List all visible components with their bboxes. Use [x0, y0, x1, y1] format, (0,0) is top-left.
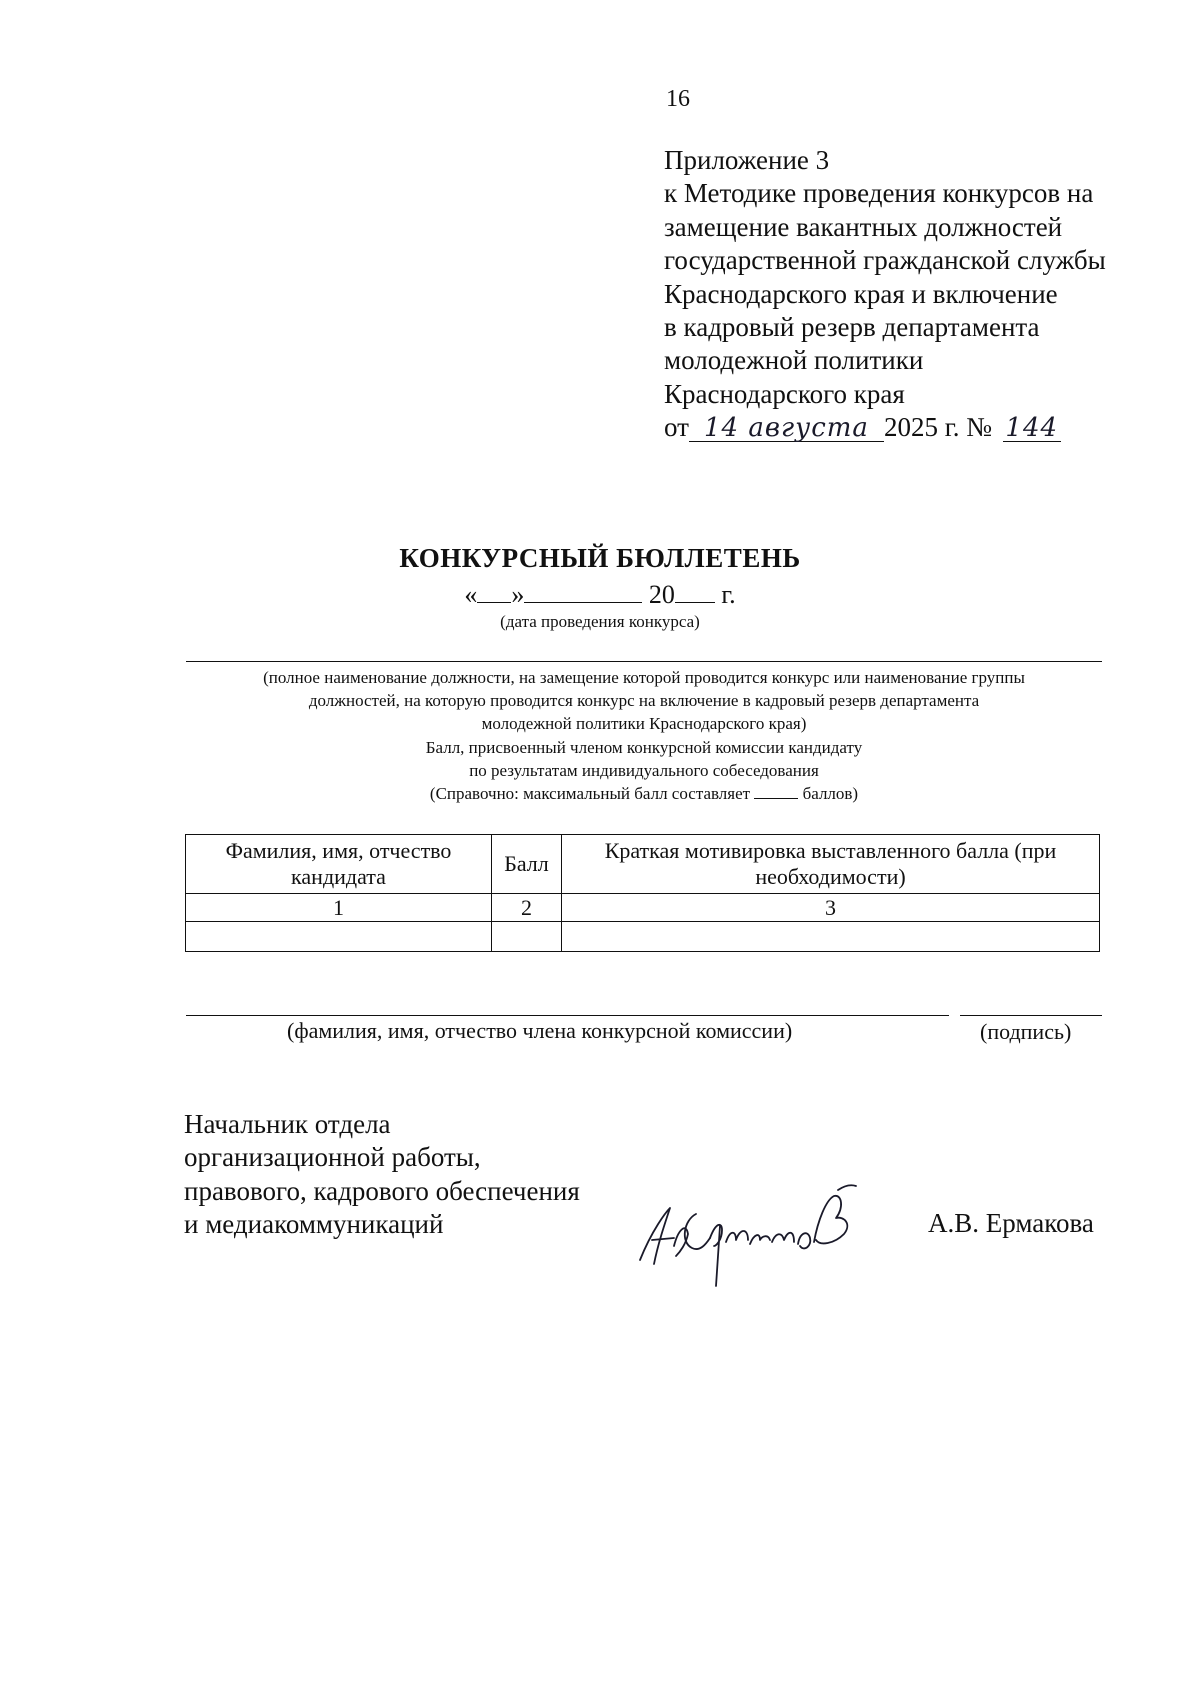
signature-caption: (подпись) — [980, 1019, 1072, 1044]
appendix-line: государственной гражданской службы — [664, 245, 1106, 276]
open-quote: « — [464, 580, 478, 609]
candidate-name-cell[interactable] — [186, 922, 492, 952]
appendix-line: замещение вакантных должностей — [664, 211, 1063, 242]
appendix-line: Краснодарского края — [664, 378, 905, 409]
appendix-line: молодежной политики — [664, 345, 924, 376]
date-caption: (дата проведения конкурса) — [500, 612, 700, 631]
member-name-line — [186, 1015, 949, 1016]
description-line: по результатам индивидуального собеседования — [469, 760, 819, 780]
month-blank — [524, 580, 642, 603]
score-cell[interactable] — [492, 922, 562, 952]
year-text: 2025 г. № — [883, 412, 992, 443]
appendix-line: к Методике проведения конкурсов на — [664, 178, 1094, 209]
reference-line — [186, 782, 1102, 805]
close-quote: » — [511, 580, 525, 609]
description-line: Балл, присвоенный членом конкурсной комиссии кандидату — [425, 737, 863, 757]
header-candidate-name: Фамилия, имя, отчество кандидата — [186, 835, 492, 894]
column-number: 2 — [492, 894, 562, 922]
day-blank — [477, 580, 511, 603]
appendix-block — [664, 144, 1106, 445]
table-header-row — [186, 835, 1100, 894]
footer-position-line: и медиакоммуникаций — [184, 1209, 444, 1240]
description-line: должностей, на которую проводится конкурс на включение в кадровый резерв департамента — [308, 691, 980, 711]
ballot-table — [185, 834, 1100, 952]
handwritten-date: 14 августа — [689, 415, 884, 442]
position-name-line — [186, 661, 1102, 662]
page-number: 16 — [666, 86, 690, 112]
footer-position-line: Начальник отдела — [184, 1109, 391, 1139]
description-line: молодежной политики Краснодарского края) — [481, 714, 807, 734]
motivation-cell[interactable] — [562, 922, 1100, 952]
appendix-line: Приложение 3 — [664, 145, 830, 175]
description-block — [186, 666, 1102, 805]
reference-prefix: (Справочно: максимальный балл составляет — [429, 784, 751, 804]
header-motivation: Краткая мотивировка выставленного балла (при необходимости) — [562, 835, 1100, 894]
column-number: 1 — [186, 894, 492, 922]
year-suffix: г. — [721, 580, 736, 609]
column-number: 3 — [562, 894, 1100, 922]
date-template — [0, 580, 1200, 610]
appendix-date-row — [664, 411, 1106, 444]
appendix-line: Краснодарского края и включение — [664, 278, 1058, 309]
table-number-row — [186, 894, 1100, 922]
year-blank — [675, 580, 715, 603]
footer-position — [184, 1108, 580, 1242]
header-score: Балл — [492, 835, 562, 894]
footer-position-line: правового, кадрового обеспечения — [184, 1175, 580, 1206]
max-score-blank — [754, 784, 798, 799]
footer-position-line: организационной работы, — [184, 1142, 481, 1173]
signer-name: А.В. Ермакова — [928, 1208, 1094, 1238]
signature-line — [960, 1015, 1102, 1016]
table-row — [186, 922, 1100, 952]
handwritten-signature — [630, 1160, 900, 1290]
member-name-caption: (фамилия, имя, отчество члена конкурсной комиссии) — [287, 1018, 793, 1043]
year-prefix: 20 — [648, 580, 675, 609]
appendix-line: в кадровый резерв департамента — [664, 312, 1040, 343]
description-line: (полное наименование должности, на замещение которой проводится конкурс или наименование группы — [263, 668, 1025, 687]
date-prefix: от — [664, 412, 689, 443]
reference-suffix: баллов) — [802, 784, 859, 804]
handwritten-number: 144 — [1003, 415, 1061, 442]
document-title: КОНКУРСНЫЙ БЮЛЛЕТЕНЬ — [399, 543, 801, 573]
